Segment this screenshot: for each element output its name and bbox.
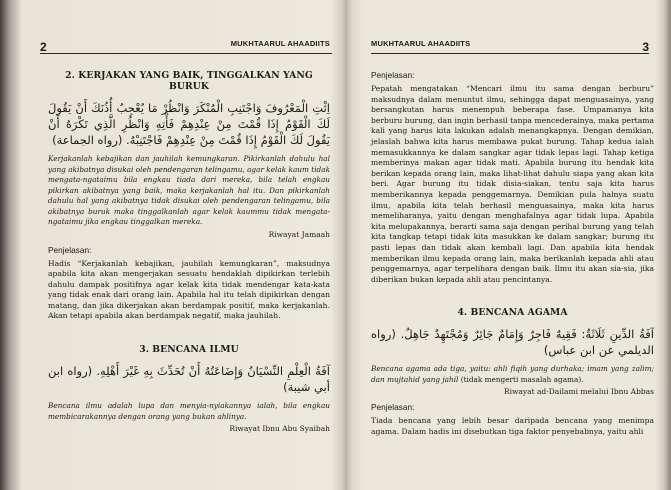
translation-part: Bencana agama ada tiga, yaitu: ahli fiqih yang durhaka; imam yang zalim; dan: [371, 364, 654, 384]
header-rule: [371, 53, 649, 54]
section-title: 3. BENCANA ILMU: [139, 344, 239, 356]
header-rule: [40, 53, 332, 54]
arabic-hadith: آفَةُ الدِّينِ ثَلَاثَةٌ: فَقِيهٌ فَاجِرٌ وَإِمَامٌ جَائِرٌ وَمُجْتَهِدٌ جَاهِلٌ. (رواه الديلمي عن ابن عباس): [371, 327, 654, 358]
section-title: 2. KERJAKAN YANG BAIK, TINGGALKAN YANG BURUK: [65, 70, 313, 92]
explanation-label: Penjelasan:: [48, 244, 92, 255]
running-head: MUKHTAARUL AHAADIITS: [371, 39, 471, 48]
left-page-content: [48, 70, 330, 439]
translation-note: (tidak mengerti masalah agama).: [460, 374, 584, 384]
right-page: [357, 0, 657, 490]
hadith-translation: Kerjakanlah kebajikan dan jauhilah kemungkaran. Pikirkanlah dahulu hal yang akibatnya disukai oleh pendengaran telingamu, agar kelak kaum tidak mengata-ngataimu bila engkau tiada dari mereka, bila telah engkau pikirkan akibatnya yang baik, maka kerjakanlah hal itu. Dan pikirkanlah dahulu hal yang akibatnya tidak disukai oleh pendengaran telingamu, bila akibatnya buruk maka tinggalkanlah agar kelak kaummu tidak mengata-ngataimu jika engkau tinggalkan mereka.: [48, 154, 330, 226]
right-page-content: [371, 70, 654, 437]
hadith-translation: Bencana ilmu adalah lupa dan menyia-nyiakannya ialah, bila engkau membicarakannya dengan orang yang bukan ahlinya.: [48, 401, 330, 421]
page-number: 3: [642, 40, 649, 54]
hadith-source: Riwayat ad-Dailami melalui Ibnu Abbas: [503, 387, 654, 397]
explanation-text: Pepatah mengatakan “Mencari ilmu itu sama dengan berburu” maksudnya dalam menuntut ilmu, sehingga dapat menguasainya, yang bersangkutan harus menempuh beberapa fase. Umpamanya kita berburu burung, dan ingin berhasil tanpa mencederainya, maka pertama kali yang harus kita lakukan adalah menangkapnya. Dengan demikian, jelaslah bahwa kita harus membawa pukat burung. Tahap kedua ialah memasukkannya ke dalam sangkar agar tidak lepas lagi. Tahap ketiga memberinya makan agar tidak mati. Apabila burung itu hendak kita berikan kepada orang lain, maka lihat-lihat dahulu siapa yang akan kita beri. Agar burung itu tidak disia-siakan, tentu saja kita harus memberikannya kepada penggemarnya. Demikian pula halnya suatu ilmu, apabila kita telah berhasil menguasainya, maka kita harus memeliharanya, yaitu dengan menghafalnya agar tidak lupa. Apabila kita melupakannya, berarti sama saja dengan perihal burung yang telah kita tangkap tetapi tidak kita masukkan ke dalam sangkar; burung itu pasti lepas dan tidak akan kembali lagi. Dan apabila kita hendak memberikan ilmu kepada orang lain, maka berikanlah kepada ahli atau penggemarnya, agar terpelihara dengan baik. Ilmu itu akan sia-sia, jika diberikan bukan kepada ahli atau pencintanya.: [371, 84, 654, 284]
page-number: 2: [40, 40, 47, 54]
explanation-text: Hadis “Kerjakanlah kebajikan, jauhilah kemungkaran”, maksudnya apabila kita akan mengerjakan sesuatu hendaklah dipikirkan terlebih dahulu dampak positifnya agar kelak kita tidak mendengar kata-kata yang tidak enak dari orang lain. Apabila hal itu telah dipikirkan dengan matang, dan jika dikerjakan akan berdampak positif, maka kerjakanlah. Akan tetapi apabila akan berdampak negatif, maka jauhilah.: [48, 258, 330, 321]
running-head: MUKHTAARUL AHAADIITS: [230, 39, 330, 48]
arabic-hadith: آفَةُ الْعِلْمِ النِّسْيَانُ وَإِضَاعَتُهُ أَنْ تُحَدِّثَ بِهِ غَيْرَ أَهْلِهِ. (رواه ابن أبي شيبة): [48, 364, 330, 395]
explanation-text: Tiada bencana yang lebih besar daripada bencana yang menimpa agama. Dalam hadis ini disebutkan tiga faktor penyebabnya, yaitu ahli: [371, 416, 654, 436]
hadith-translation: [371, 364, 654, 385]
explanation-label: Penjelasan:: [371, 402, 415, 413]
hadith-source: Riwayat Ibnu Abu Syaibah: [229, 424, 330, 434]
left-page: [22, 0, 338, 490]
explanation-label: Penjelasan:: [371, 70, 415, 80]
arabic-hadith: اِئْتِ الْمَعْرُوفَ وَاجْتَنِبِ الْمُنْكَرَ وَانْظُرْ مَا يُعْجِبُ أُذُنَكَ أَنْ يَقُولَ لَكَ الْقَوْمُ إِذَا قُمْتَ مِنْ عِنْدِهِمْ فَأْتِهِ وَانْظُرِ الَّذِي تَكْرَهُ أَنْ يَقُولَ لَكَ الْقَوْمُ إِذَا قُمْتَ مِنْ عِنْدِهِمْ فَاجْتَنِبْهُ. (رواه الجماعة): [48, 101, 330, 147]
translation-term: mujtahid yang jahil: [387, 374, 459, 384]
hadith-source: Riwayat Jamaah: [268, 229, 330, 239]
section-title: 4. BENCANA AGAMA: [457, 307, 568, 319]
